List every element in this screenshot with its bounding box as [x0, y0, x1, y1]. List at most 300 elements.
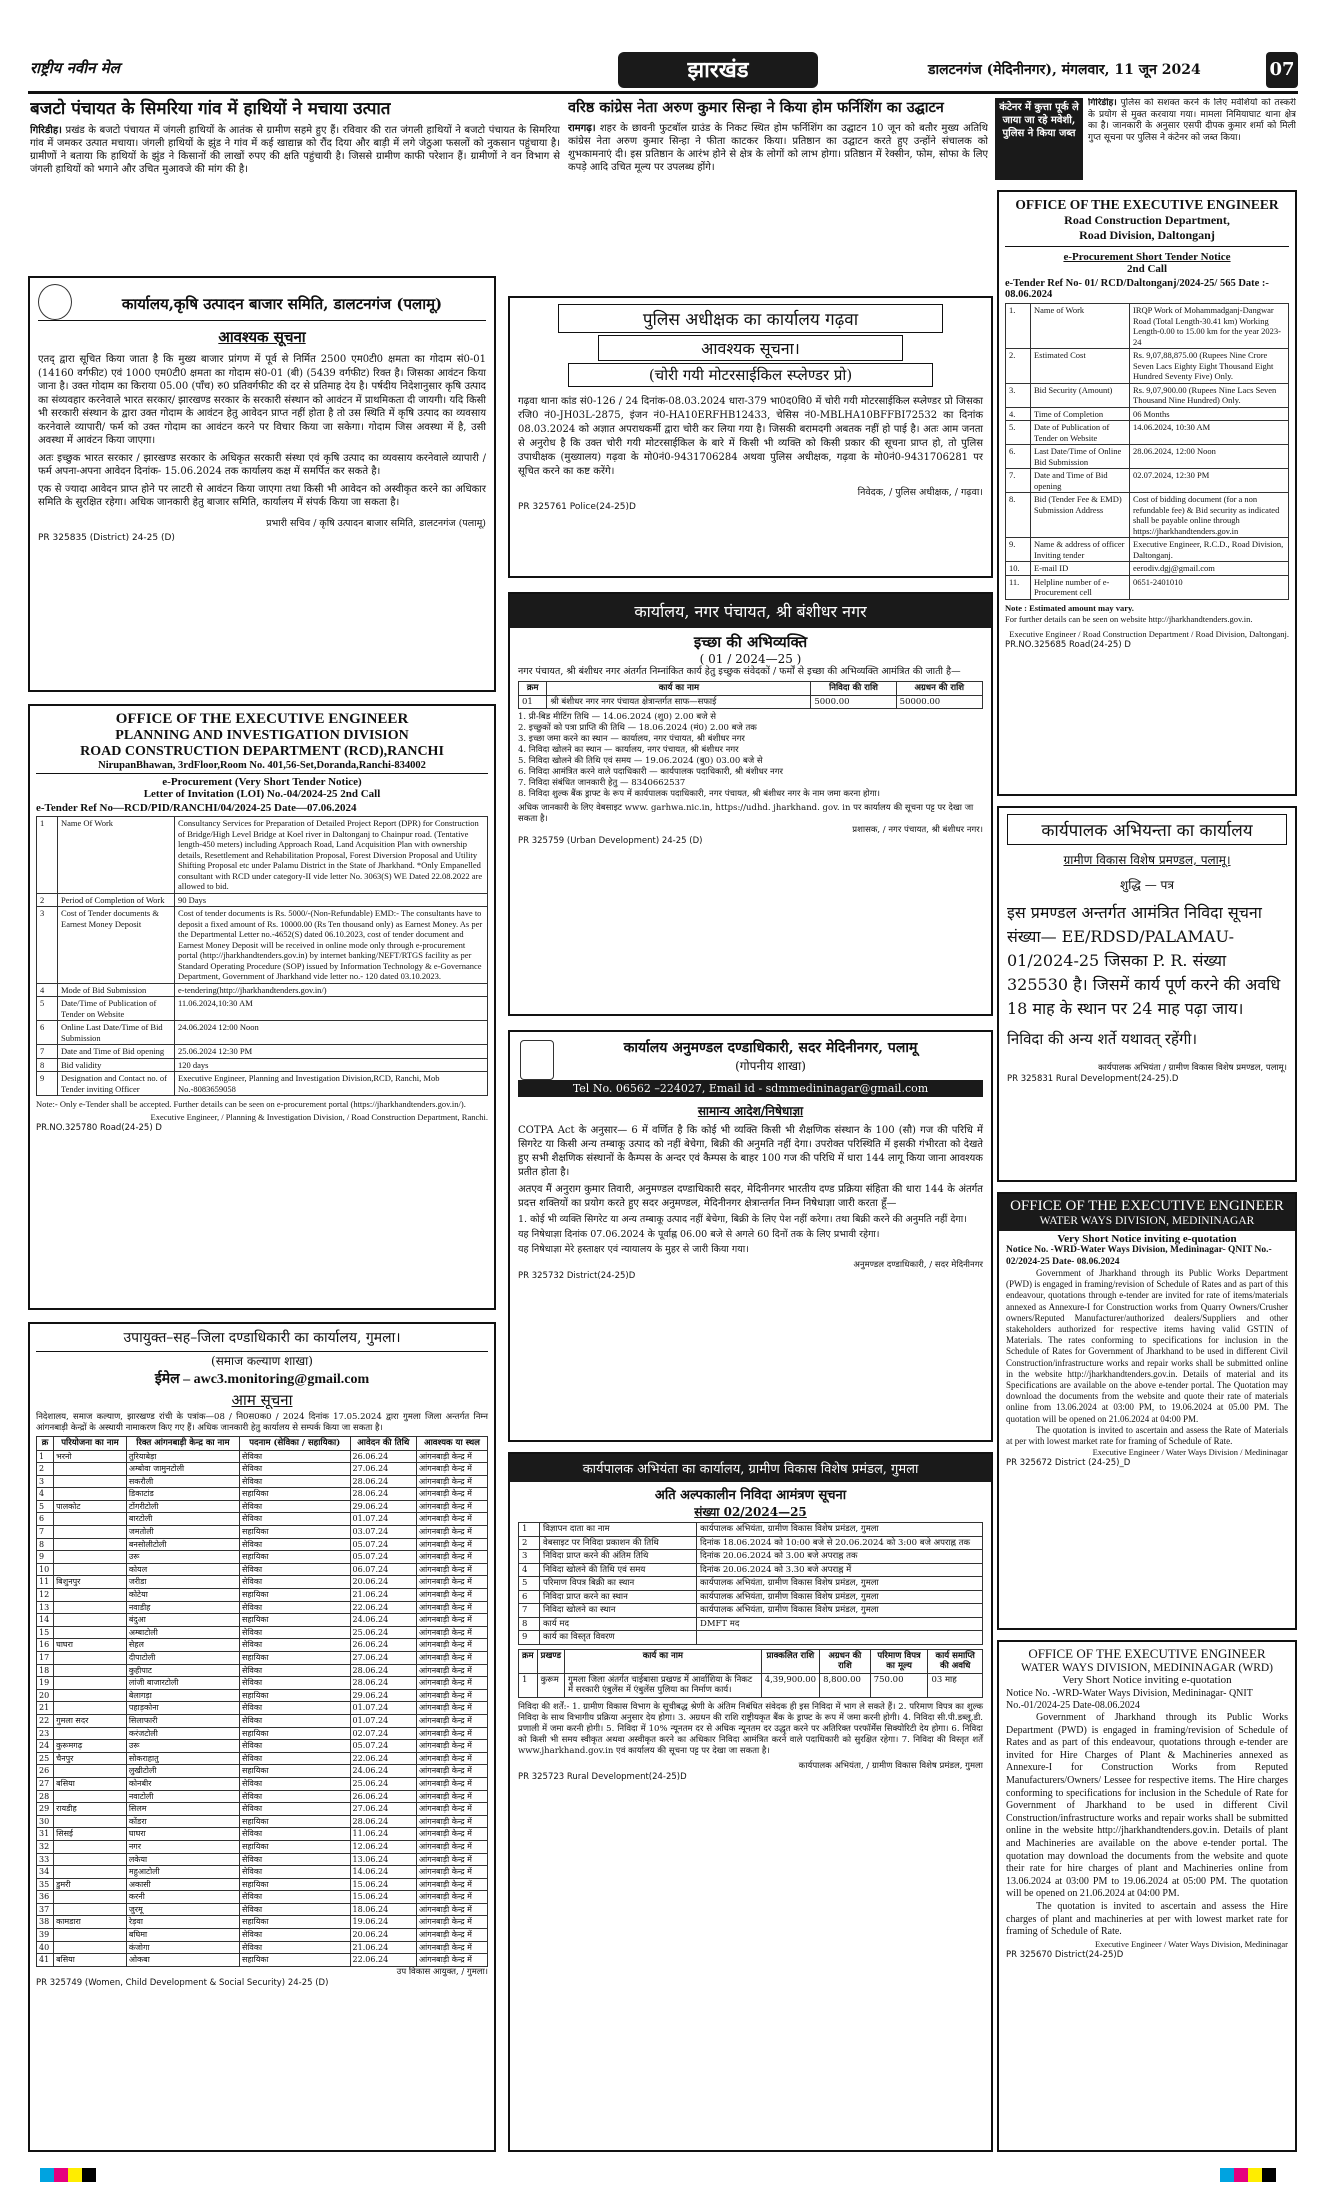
table-row — [519, 1536, 983, 1550]
table-cell: Bid Security (Amount) — [1031, 383, 1130, 407]
table-cell — [54, 1929, 127, 1942]
table-row — [1006, 421, 1289, 445]
ad-subtitle: आम सूचना — [231, 1391, 293, 1409]
col-head: प्राक्कलित राशि — [761, 1649, 819, 1673]
table-cell: 14.06.2024, 10:30 AM — [1130, 421, 1289, 445]
table-cell: 5 — [37, 1500, 54, 1513]
table-cell: 26.06.24 — [350, 1639, 417, 1652]
table-cell: तुरियाबेड़ा — [126, 1450, 239, 1463]
work-table — [518, 1649, 983, 1698]
table-cell: 32 — [37, 1840, 54, 1853]
color-swatch — [1220, 2168, 1234, 2182]
table-cell: Rs. 9,07,88,875.00 (Rupees Nine Crore Seven Lacs Eighty Eight Thousand Eight Hundred Seventy Five) Only. — [1130, 349, 1289, 384]
paper-name: राष्ट्रीय नवीन मेल — [30, 59, 120, 77]
table-row — [519, 1590, 983, 1604]
table-cell: कार्य का विस्तृत विवरण — [540, 1631, 697, 1645]
table-cell: 28.06.2024, 12:00 Noon — [1130, 445, 1289, 469]
color-swatch — [82, 2168, 96, 2182]
eoi-schedule — [518, 712, 983, 800]
table-cell: सहायिका — [239, 1878, 350, 1891]
table-cell: सेविका — [239, 1790, 350, 1803]
col-head: आवश्यक या स्थल — [417, 1437, 488, 1451]
table-cell: 03 माह — [928, 1673, 983, 1697]
ad-body-2: The quotation is invited to ascertain and assess the Hire charges of plant and machineries at per with lowest market rate for framing of Schedule of Rate. — [1006, 1900, 1288, 1938]
table-cell: 2 — [37, 893, 58, 907]
table-cell: पालकोट — [54, 1500, 127, 1513]
table-row — [519, 1617, 983, 1631]
table-cell: 28.06.24 — [350, 1677, 417, 1690]
table-row — [37, 1058, 488, 1072]
table-cell: 21 — [37, 1702, 54, 1715]
table-cell: 28.06.24 — [350, 1475, 417, 1488]
ad-sub1: (गोपनीय शाखा) — [735, 1059, 806, 1073]
table-cell: Rs. 9,07,900.00 (Rupees Nine Lacs Seven Thousand Nine Hundred) Only. — [1130, 383, 1289, 407]
table-cell: डुमरी — [54, 1878, 127, 1891]
ad-sub1: WATER WAYS DIVISION, MEDININAGAR — [1039, 1215, 1255, 1227]
ad-subtitle-2: (चोरी गयी मोटरसाईकिल स्प्लेण्डर प्रो) — [568, 363, 933, 387]
table-cell: 9 — [37, 1072, 58, 1096]
table-cell: 33 — [37, 1853, 54, 1866]
table-cell: चैनपुर — [54, 1752, 127, 1765]
order-item: यह निषेधाज्ञा दिनांक 07.06.2024 के पूर्वाह्न 06.00 बजे से अगले 60 दिनों तक के लिए प्रभावी रहेगा। — [518, 1229, 880, 1240]
table-cell: आंगनबाड़ी केन्द्र में — [417, 1601, 488, 1614]
table-row — [519, 1673, 983, 1697]
news-dateline: गिरिडीह। — [1088, 98, 1117, 108]
table-row — [1006, 538, 1289, 562]
table-cell: 7 — [37, 1526, 54, 1539]
table-cell: 20 — [37, 1689, 54, 1702]
table-cell: 29.06.24 — [350, 1689, 417, 1702]
table-cell: आंगनबाड़ी केन्द्र में — [417, 1903, 488, 1916]
ad-agri-market — [28, 276, 496, 692]
table-cell: ओकबा — [126, 1954, 239, 1967]
table-cell: 19.06.24 — [350, 1916, 417, 1929]
table-cell: लुखीटोली — [126, 1765, 239, 1778]
table-cell: आंगनबाड़ी केन्द्र में — [417, 1740, 488, 1753]
table-row — [37, 893, 488, 907]
table-cell: सेविका — [239, 1929, 350, 1942]
table-cell: अम्बाटोली — [126, 1626, 239, 1639]
table-cell: 39 — [37, 1929, 54, 1942]
table-row — [37, 1840, 488, 1853]
table-cell: 14 — [37, 1614, 54, 1627]
table-cell: सिसई — [54, 1828, 127, 1841]
table-cell: सेविका — [239, 1891, 350, 1904]
ad-ref: PR 325759 (Urban Development) 24-25 (D) — [518, 836, 703, 846]
table-cell: सेविका — [239, 1803, 350, 1816]
table-cell: 8,800.00 — [820, 1673, 871, 1697]
table-cell — [54, 1589, 127, 1602]
table-cell: बिशुनपुर — [54, 1576, 127, 1589]
color-swatch — [54, 2168, 68, 2182]
ad-rcd-daltonganj — [997, 190, 1297, 796]
table-row — [37, 1891, 488, 1904]
table-cell: 05.07.24 — [350, 1538, 417, 1551]
ad-sdm-medininagar — [508, 1030, 993, 1442]
ad-number: ( 01 / 2024—25 ) — [699, 652, 802, 666]
table-cell: 1 — [519, 1673, 538, 1697]
table-cell: बसिया — [54, 1777, 127, 1790]
table-cell: 29.06.24 — [350, 1500, 417, 1513]
table-cell: 21.06.24 — [350, 1589, 417, 1602]
ad-body: COTPA Act के अनुसार— 6 में वर्णित है कि कोई भी व्यक्ति किसी भी शैक्षणिक संस्थान के 100 (सौ) गज की परिधि में सिगरेट या किसी अन्य तम्बाकू उत्पाद को नहीं बेचेगा, बिक्री की अनुमति नहीं देगा। उपरोक्त परिस्थिति में इसकी गंभीरता को देखते हुए सभी शैक्षणिक संस्थानों के कैम्पस के अन्दर एवं कैम्पस के बाहर 100 गज की परिधि में धारा 144 लागू किया जाना आवश्यक प्रतीत होता है। — [518, 1125, 983, 1178]
table-cell: 34 — [37, 1866, 54, 1879]
table-cell: Name Of Work — [58, 817, 175, 894]
table-cell: Online Last Date/Time of Bid Submission — [58, 1021, 175, 1045]
table-cell: टोंगरीटोली — [126, 1500, 239, 1513]
ad-subtitle: आवश्यक सूचना। — [598, 335, 903, 361]
table-row — [37, 1828, 488, 1841]
table-row — [37, 1815, 488, 1828]
ad-sub3: e-Procurement (Very Short Tender Notice) — [162, 776, 362, 788]
table-cell: 13 — [37, 1601, 54, 1614]
table-cell: 06 Months — [1130, 407, 1289, 421]
table-cell: 4. — [1006, 407, 1031, 421]
table-cell: निविदा प्राप्त करने की अंतिम तिथि — [540, 1550, 697, 1564]
table-cell: सेविका — [239, 1450, 350, 1463]
table-row — [1006, 562, 1289, 576]
table-cell: 10 — [37, 1563, 54, 1576]
table-cell: 01.07.24 — [350, 1513, 417, 1526]
table-cell: 4,39,900.00 — [761, 1673, 819, 1697]
table-cell: जमतोली — [126, 1526, 239, 1539]
table-cell: Helpline number of e-Procurement cell — [1031, 575, 1130, 599]
table-cell: Consultancy Services for Preparation of Detailed Project Report (DPR) for Construction of Bridge/High Level Bridge at Koel river in Daltonganj to Chainpur road. (Tentative length-450 meters) including Approach Road, Land Acquisition Plan with ownership details, Resettlement and Rehabilitation Proposal, Forest Diversion Proposal and Utility Shifting Proposal etc under Palamu District in the State of Jharkhand. *Only Empanelled consultant with RCD under category-II vide letter No. 3063(S) WE Dated 22.08.2022 are allowed to bid. — [175, 817, 488, 894]
table-row — [37, 1803, 488, 1816]
ad-ref: PR.NO.325685 Road(24-25) D — [1005, 639, 1131, 650]
table-cell — [697, 1631, 983, 1645]
table-cell: 05.07.24 — [350, 1740, 417, 1753]
table-cell: Name of Work — [1031, 304, 1130, 349]
ad-body-2: अतः इच्छुक भारत सरकार / झारखण्ड सरकार के अधिकृत सरकारी संस्था एवं कृषि उत्पाद का व्यवसाय करनेवाले व्यापारी / फर्म अपना-अपना आवेदन दिनांक- 15.06.2024 तक कार्यालय कक्ष में समर्पित कर सकते है। — [38, 452, 486, 477]
table-cell: Cost of tender documents is Rs. 5000/-(Non-Refundable) EMD:- The consultants have to deposit a fixed amount of Rs. 10000.00 (Rs Ten thousand only) as Earnest Money. As per the Departmental Letter no.-4652(S) dated 06.10.2023, cost of tender document and Earnest Money Deposit will be received in online mode only through e-procurement portal (http://jharkhandtenders.gov.in) by internet banking/NEFT/RTGS facility as per Standard Operating Procedure (SOP) issued by Information Technology & e-Governance Department, Government of Jharkhand vide letter no.- 120 dated 03.10.2023. — [175, 907, 488, 984]
table-cell: 11.06.2024,10:30 AM — [175, 997, 488, 1021]
table-cell: 25.06.24 — [350, 1777, 417, 1790]
table-cell: Bid validity — [58, 1058, 175, 1072]
order-item: 1. कोई भी व्यक्ति सिगरेट या अन्य तम्बाकू उत्पाद नहीं बेचेगा, बिक्री के लिए पेश नहीं करेगा। तथा बिक्री करने की अनुमति नहीं देगा। — [518, 1214, 967, 1225]
table-row — [37, 1702, 488, 1715]
table-cell: कंजोगा — [126, 1941, 239, 1954]
table-cell: आंगनबाड़ी केन्द्र में — [417, 1714, 488, 1727]
table-row — [37, 1526, 488, 1539]
table-cell: 7 — [37, 1045, 58, 1059]
ad-title: OFFICE OF THE EXECUTIVE ENGINEER — [1010, 1198, 1284, 1214]
table-cell: परिमाण विपत्र बिक्री का स्थान — [540, 1577, 697, 1591]
table-cell: बनसोलीटोली — [126, 1538, 239, 1551]
ad-subtitle: इच्छा की अभिव्यक्ति — [693, 633, 808, 651]
table-cell: उरू — [126, 1551, 239, 1564]
table-cell: सेविका — [239, 1903, 350, 1916]
table-cell: आंगनबाड़ी केन्द्र में — [417, 1941, 488, 1954]
schedule-item: 1. प्री-बिड मीटिंग तिथि — 14.06.2024 (शु0) 2.00 बजे से — [518, 712, 716, 722]
ad-wrd-quotation-2 — [997, 1640, 1297, 2152]
table-row — [37, 1903, 488, 1916]
table-cell — [54, 1727, 127, 1740]
table-cell: घाघरा — [126, 1828, 239, 1841]
table-cell: आंगनबाड़ी केन्द्र में — [417, 1677, 488, 1690]
col-head: क्र — [37, 1437, 54, 1451]
ad-body: Government of Jharkhand through its Public Works Department (PWD) is engaged in framing/revision of Schedule of Rates and as part of this endeavour, quotations through e-tender are invited for rate of items/materials annexed as Annexure-I for Construction works from Quarry Owners/Crusher owners/Reputed Manufacturer/authorized dealers/Suppliers and other stakeholders authorized for respective items having valid GSTIN of Materials. The rates conforming to specifications for inclusion in the Schedule of Rates for Government of Jharkhand to be used in different Civil Construction/infrastructure works and repair works shall be submitted online in the website http://jharkhandtenders.gov.in. Details of material and its Specifications are available on the above e-tender portal. The Quotation may download the documents from the website and quote their rate of materials online from 13.06.2024 at 03:00 PM, to 19.06.2024 at 05.00 PM. The quotation will be opened on 21.06.2024 at 04:00 PM. — [1006, 1268, 1288, 1424]
table-cell: सेविका — [239, 1752, 350, 1765]
table-cell: आंगनबाड़ी केन्द्र में — [417, 1954, 488, 1967]
table-cell: आंगनबाड़ी केन्द्र में — [417, 1463, 488, 1476]
table-cell: 30 — [37, 1815, 54, 1828]
table-cell: आंगनबाड़ी केन्द्र में — [417, 1790, 488, 1803]
ad-body: नगर पंचायत, श्री बंशीधर नगर अंतर्गत निम्नांकित कार्य हेतु इच्छुक संवेदकों / फर्मों से इच्छा की अभिव्यक्ति आमंत्रित की जाती है— — [518, 666, 961, 677]
table-cell: सहायिका — [239, 1589, 350, 1602]
tender-ref: e-Tender Ref No—RCD/PID/RANCHI/04/2024-25 Date—07.06.2024 — [36, 802, 357, 814]
table-cell: आंगनबाड़ी केन्द्र में — [417, 1866, 488, 1879]
table-row — [37, 1954, 488, 1967]
table-cell: सेविका — [239, 1513, 350, 1526]
table-cell: 38 — [37, 1916, 54, 1929]
news-headline: वरिष्ठ कांग्रेस नेता अरुण कुमार सिन्हा ने किया होम फर्निशिंग का उद्घाटन — [568, 99, 944, 116]
table-cell: आंगनबाड़ी केन्द्र में — [417, 1727, 488, 1740]
table-cell: नवाटोली — [126, 1790, 239, 1803]
tender-table — [1005, 303, 1289, 600]
table-cell: आंगनबाड़ी केन्द्र में — [417, 1500, 488, 1513]
table-row — [37, 1727, 488, 1740]
table-cell: सेविका — [239, 1500, 350, 1513]
table-row — [519, 1550, 983, 1564]
ad-signature: Executive Engineer / Road Construction Department / Road Division, Daltonganj. — [1009, 628, 1289, 639]
table-cell: आंगनबाड़ी केन्द्र में — [417, 1475, 488, 1488]
ad-title: OFFICE OF THE EXECUTIVE ENGINEER — [1015, 197, 1279, 212]
ad-signature: प्रशासक, / नगर पंचायत, श्री बंशीधर नगर। — [852, 825, 983, 835]
table-row — [1006, 445, 1289, 469]
ad-body-3: एक से ज्यादा आवेदन प्राप्त होने पर लाटरी से आवंटन किया जाएगा तथा किसी भी आवेदन को अस्वीकृत करने का अधिकार समिति के सुरक्षित रहेगा। अधिक जानकारी हेतु बाजार समिति, कार्यालय में संपर्क किया जा सकता है। — [38, 483, 486, 508]
ad-signature: कार्यपालक अभियंता / ग्रामीण विकास विशेष प्रमण्डल, पलामू। — [1098, 1063, 1287, 1073]
table-cell: 4 — [37, 1488, 54, 1501]
table-row — [519, 1563, 983, 1577]
table-cell: आंगनबाड़ी केन्द्र में — [417, 1702, 488, 1715]
table-cell — [54, 1551, 127, 1564]
table-cell: सहायिका — [239, 1840, 350, 1853]
table-cell: आंगनबाड़ी केन्द्र में — [417, 1840, 488, 1853]
table-row — [519, 1523, 983, 1537]
ad-note-2: For further details can be seen on website http://jharkhandtenders.gov.in. — [1005, 613, 1253, 624]
vacancy-table — [36, 1436, 488, 1967]
ad-title: कार्यालय, नगर पंचायत, श्री बंशीधर नगर — [510, 594, 991, 628]
table-cell: 28.06.24 — [350, 1815, 417, 1828]
ad-ref: PR 325761 Police(24-25)D — [518, 502, 636, 512]
ad-body: गढ़वा थाना कांड सं0-126 / 24 दिनांक-08.03.2024 धारा-379 भा0द0वि0 में चोरी गयी मोटरसाईकिल स्प्लेण्डर प्रो जिसका रजि0 नं0-JH03L-2875, इंजन नं0-HA10ERFHB12433, चेसिस नं0-MBLHA10BFFBI72532 का दिनांक 08.03.2024 को अज्ञात अपराधकर्मी द्वारा चोरी कर लिया गया है। जिसकी बरामदगी अबतक नहीं हो पाई है। अतः आम जनता से अनुरोध है कि उक्त चोरी गयी मोटरसाईकिल के बारे में किसी भी व्यक्ति को किसी प्रकार की सूचना प्राप्त हो, तो पुलिस उपाधीक्षक (मुख्यालय) गढ़वा के मो0नं0-9431706284 अथवा पुलिस अधीक्षक, गढ़वा के मो0नं0-9431706281 पर सूचित करने का कष्ट करेंगे। — [518, 396, 983, 477]
order-list — [518, 1214, 983, 1256]
table-cell: 1 — [37, 1450, 54, 1463]
table-cell: Estimated Cost — [1031, 349, 1130, 384]
ad-sub2: ROAD CONSTRUCTION DEPARTMENT (RCD),RANCHI — [80, 744, 444, 759]
news-cattle — [1088, 98, 1296, 188]
table-cell: 13.06.24 — [350, 1853, 417, 1866]
ad-rcd-ranchi — [28, 704, 496, 1310]
ad-contact: Tel No. 06562 –224027, Email id - sdmmedininagar@gmail.com — [518, 1080, 983, 1097]
table-cell: 26.06.24 — [350, 1450, 417, 1463]
table-cell: Designation and Contact no. of Tender inviting Officer — [58, 1072, 175, 1096]
table-cell: 36 — [37, 1891, 54, 1904]
table-cell: 22.06.24 — [350, 1752, 417, 1765]
table-cell: Time of Completion — [1031, 407, 1130, 421]
ad-signature: Executive Engineer / Water Ways Division, Medininagar — [1094, 1938, 1288, 1949]
table-cell — [54, 1563, 127, 1576]
sidebar-headline: कंटेनर में कुत्ता पूर्क ले जाया जा रहे मवेशी, पुलिस ने किया जब्त — [995, 98, 1083, 180]
ad-subtitle: आवश्यक सूचना — [218, 328, 306, 346]
table-row — [1006, 304, 1289, 349]
table-cell: कोनबीर — [126, 1777, 239, 1790]
table-cell: 17 — [37, 1652, 54, 1665]
ad-title: कार्यालय,कृषि उत्पादन बाजार समिति, डालटनगंज (पलामू) — [38, 284, 486, 321]
table-cell — [54, 1866, 127, 1879]
table-cell: सेविका — [239, 1853, 350, 1866]
table-row — [37, 1866, 488, 1879]
table-cell: 05.07.24 — [350, 1551, 417, 1564]
color-swatch — [1262, 2168, 1276, 2182]
table-cell: सेविका — [239, 1475, 350, 1488]
ad-rdsd-gumla — [508, 1452, 993, 2152]
table-cell: 21.06.24 — [350, 1941, 417, 1954]
table-cell: 15 — [37, 1626, 54, 1639]
news-text: प्रखंड के बजटो पंचायत में जंगली हाथियों के आतंक से ग्रामीण सहमे हुए हैं। रविवार की रात जंगली हाथियों ने बजटो पंचायत के सिमरिया गांव में जमकर उत्पात मचाया। जंगली हाथियों के झुंड ने गांव में कई खाद्यान्न को रौंद दिया और बाड़ी में लगे जेठुआ फसलों को नुकसान पहुंचाया है। ग्रामीणों ने बताया कि हाथियों के झुंड ने किसानों की लाखों रुपए की क्षति पहुंचायी है। जिससे ग्रामीण काफी परेशान हैं। ग्रामीणों ने वन विभाग से जंगली हाथियों को भगाने और उचित मुआवजे की मांग की है। — [30, 125, 560, 175]
table-cell: आंगनबाड़ी केन्द्र में — [417, 1626, 488, 1639]
table-cell: नवाडीह — [126, 1601, 239, 1614]
table-cell: सेविका — [239, 1563, 350, 1576]
table-cell: 3 — [37, 1475, 54, 1488]
cell: 01 — [519, 695, 547, 709]
table-cell: 8 — [37, 1538, 54, 1551]
table-cell — [54, 1790, 127, 1803]
table-cell: आंगनबाड़ी केन्द्र में — [417, 1563, 488, 1576]
table-cell: सहायिका — [239, 1954, 350, 1967]
ad-title: उपायुक्त–सह–जिला दण्डाधिकारी का कार्यालय, गुमला। — [36, 1324, 488, 1352]
table-cell: 120 days — [175, 1058, 488, 1072]
table-cell: सेहल — [126, 1639, 239, 1652]
table-cell: आंगनबाड़ी केन्द्र में — [417, 1450, 488, 1463]
table-cell: 06.07.24 — [350, 1563, 417, 1576]
table-cell: 18 — [37, 1664, 54, 1677]
table-cell: 5 — [37, 997, 58, 1021]
table-cell: Cost of Tender documents & Earnest Money Deposit — [58, 907, 175, 984]
table-cell: 19 — [37, 1677, 54, 1690]
masthead — [28, 50, 1298, 94]
schedule-item: 4. निविदा खोलने का स्थान — कार्यालय, नगर पंचायत, श्री बंशीधर नगर — [518, 745, 739, 755]
table-cell: 27.06.24 — [350, 1652, 417, 1665]
table-cell: सेविका — [239, 1866, 350, 1879]
table-cell — [54, 1891, 127, 1904]
cell: 5000.00 — [811, 695, 896, 709]
table-cell: आंगनबाड़ी केन्द्र में — [417, 1891, 488, 1904]
table-row — [1006, 575, 1289, 599]
table-cell: 90 Days — [175, 893, 488, 907]
table-cell: सोकराहातु — [126, 1752, 239, 1765]
table-cell: सेविका — [239, 1714, 350, 1727]
table-cell: Period of Completion of Work — [58, 893, 175, 907]
table-cell: रायडीह — [54, 1803, 127, 1816]
ad-sub1: ग्रामीण विकास विशेष प्रमण्डल, पलामू। — [1063, 853, 1231, 867]
table-cell: कार्यपालक अभियंता, ग्रामीण विकास विशेष प्रमंडल, गुमला — [697, 1604, 983, 1618]
news-headline: बजटो पंचायत के सिमरिया गांव में हाथियों ने मचाया उत्पात — [30, 99, 391, 119]
table-cell: दिनांक 20.06.2024 को 3.00 बजे अपराह्न तक — [697, 1550, 983, 1564]
order-item: यह निषेधाज्ञा मेरे हस्ताक्षर एवं न्यायालय के मुहर से जारी किया गया। — [518, 1244, 749, 1255]
ad-signature: अनुमण्डल दण्डाधिकारी, / सदर मेदिनीनगर — [853, 1260, 983, 1270]
table-cell: कार्यपालक अभियंता, ग्रामीण विकास विशेष प्रमंडल, गुमला — [697, 1523, 983, 1537]
table-cell — [54, 1853, 127, 1866]
table-cell: आंगनबाड़ी केन्द्र में — [417, 1777, 488, 1790]
table-cell: आंगनबाड़ी केन्द्र में — [417, 1614, 488, 1627]
ad-signature: प्रभारी सचिव / कृषि उत्पादन बाजार समिति, डालटनगंज (पलामू) — [266, 517, 486, 529]
table-cell: 25.06.2024 12:30 PM — [175, 1045, 488, 1059]
table-cell: 18.06.24 — [350, 1903, 417, 1916]
table-cell: 3. — [1006, 383, 1031, 407]
ad-notice: Notice No. -WRD-Water Ways Division, Medininagar- QNIT No.- 02/2024-25 Date- 08.06.2024 — [1006, 1245, 1272, 1267]
ad-title: OFFICE OF THE EXECUTIVE ENGINEER — [115, 711, 409, 727]
table-row — [37, 1677, 488, 1690]
table-cell: आंगनबाड़ी केन्द्र में — [417, 1765, 488, 1778]
table-cell: आंगनबाड़ी केन्द्र में — [417, 1664, 488, 1677]
table-cell: डिकाटांड — [126, 1488, 239, 1501]
table-row — [37, 1551, 488, 1564]
table-cell — [54, 1475, 127, 1488]
table-cell: कुरूमगढ़ — [54, 1740, 127, 1753]
table-cell: Cost of bidding document (for a non refundable fee) & Bid security as indicated shall be payable online through https://jharkhandtenders.gov.in — [1130, 493, 1289, 538]
table-cell: गुमला सदर — [54, 1714, 127, 1727]
table-cell — [54, 1815, 127, 1828]
schedule-item: 2. इच्छुकों को पत्रा प्राप्ति की तिथि — 18.06.2024 (मं0) 2.00 बजे तक — [518, 723, 757, 733]
table-row — [519, 1631, 983, 1645]
col-head: क्रम — [519, 1649, 538, 1673]
news-inauguration — [568, 98, 988, 270]
ad-sub2: संख्या 02/2024—25 — [694, 1505, 807, 1519]
table-cell: पहाड़कोना — [126, 1702, 239, 1715]
table-cell: बसिया — [54, 1954, 127, 1967]
table-row — [519, 1604, 983, 1618]
table-cell: सेविका — [239, 1702, 350, 1715]
table-row — [37, 1450, 488, 1463]
tender-ref: e-Tender Ref No- 01/ RCD/Daltonganj/2024-25/ 565 Date :- 08.06.2024 — [1005, 278, 1269, 300]
table-cell: 1 — [519, 1523, 540, 1537]
table-cell: सहायिका — [239, 1526, 350, 1539]
table-cell: सेविका — [239, 1639, 350, 1652]
ad-sub1: WATER WAYS DIVISION, MEDININAGAR (WRD) — [1020, 1662, 1274, 1674]
table-row — [37, 1601, 488, 1614]
table-row — [37, 1500, 488, 1513]
ad-title: कार्यपालक अभियन्ता का कार्यालय — [1007, 814, 1287, 845]
table-cell: 26.06.24 — [350, 1790, 417, 1803]
table-cell — [54, 1614, 127, 1627]
table-cell: 11. — [1006, 575, 1031, 599]
table-row — [37, 1714, 488, 1727]
color-swatch — [40, 2168, 54, 2182]
table-cell: कोंडरा — [126, 1815, 239, 1828]
table-cell: लांजी बाजारटोली — [126, 1677, 239, 1690]
table-row — [37, 1752, 488, 1765]
ad-note: Note : Estimated amount may vary. — [1005, 602, 1134, 613]
ad-title: OFFICE OF THE EXECUTIVE ENGINEER — [1028, 1646, 1266, 1661]
ad-ref: PR.NO.325780 Road(24-25) D — [36, 1123, 162, 1133]
table-row — [37, 1929, 488, 1942]
table-cell: आंगनबाड़ी केन्द्र में — [417, 1815, 488, 1828]
table-cell: 12.06.24 — [350, 1840, 417, 1853]
table-cell: बेलागड़ा — [126, 1689, 239, 1702]
ad-gumla-welfare — [28, 1322, 496, 2152]
col-head: कार्य का नाम — [565, 1649, 762, 1673]
table-cell: Last Date/Time of Online Bid Submission — [1031, 445, 1130, 469]
table-cell: 14.06.24 — [350, 1866, 417, 1879]
table-row — [1006, 493, 1289, 538]
table-cell: जुरमू — [126, 1903, 239, 1916]
table-cell: सेविका — [239, 1677, 350, 1690]
dateline: डालटनगंज (मेदिनीनगर), मंगलवार, 11 जून 2024 — [928, 62, 1201, 78]
table-cell: 5. — [1006, 421, 1031, 445]
color-swatch — [1234, 2168, 1248, 2182]
